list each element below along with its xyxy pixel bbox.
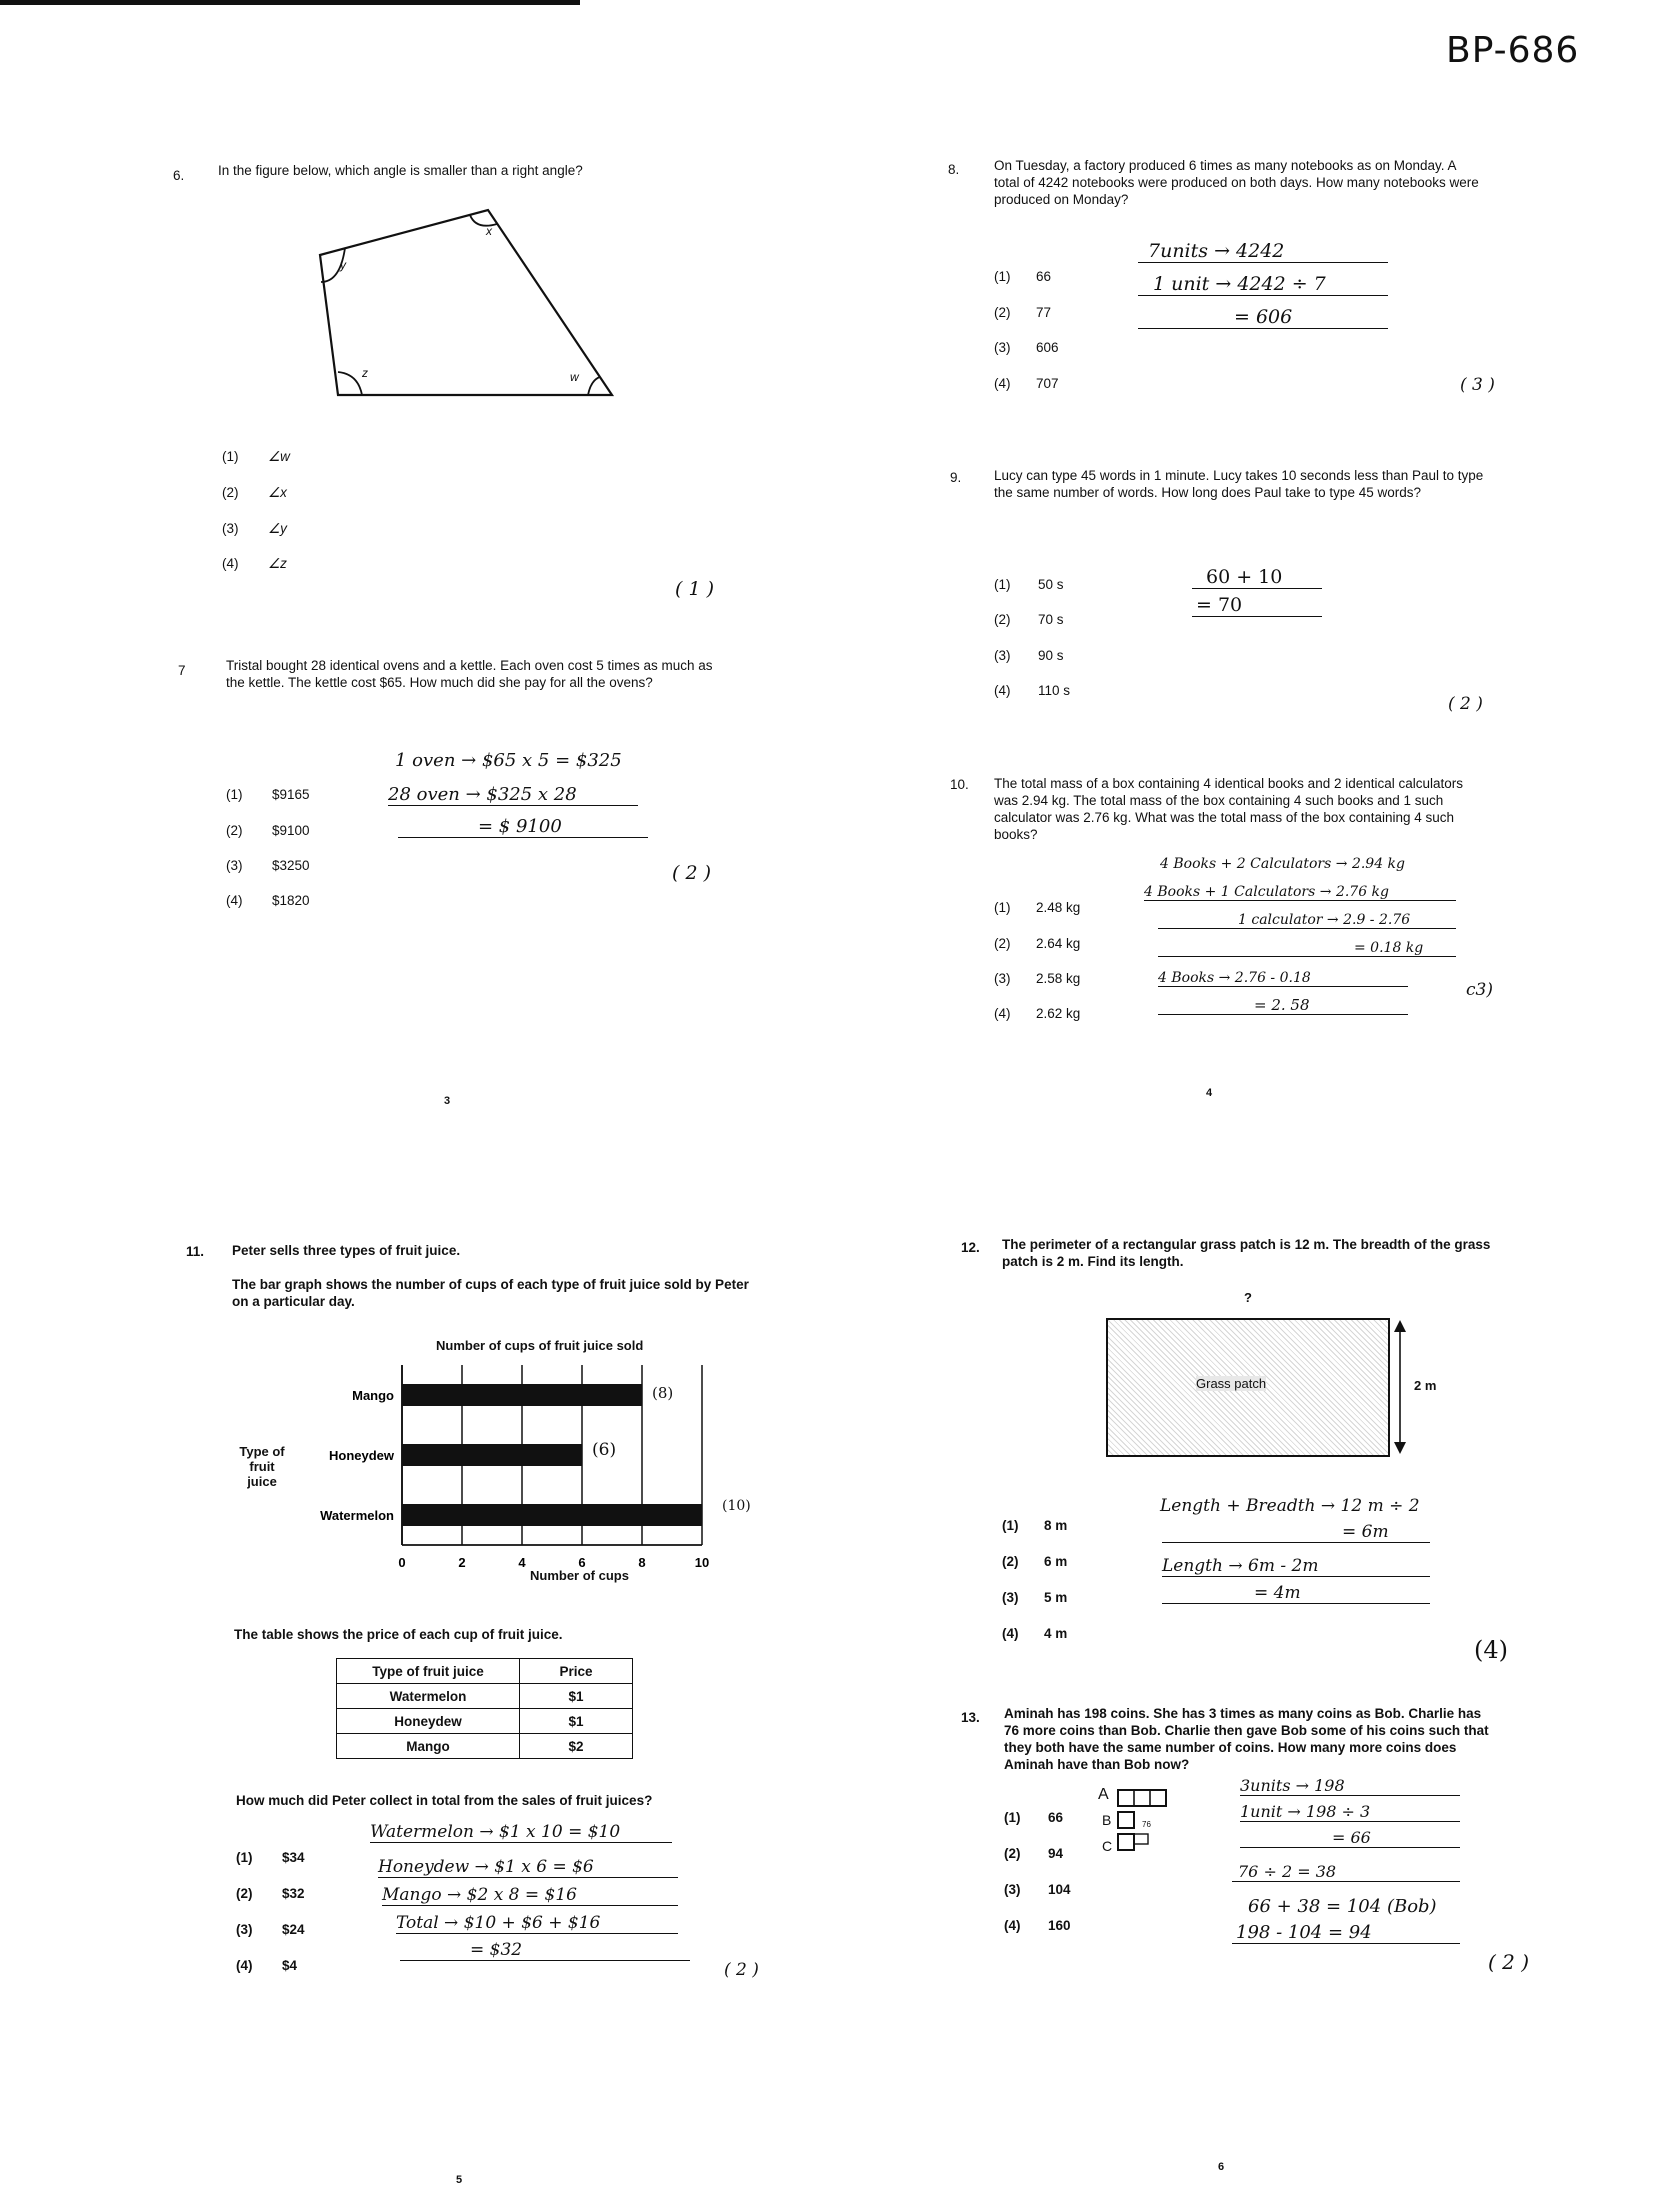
price-table-cell: $1 [520,1684,633,1709]
chart-x-tick-label: 10 [694,1555,710,1570]
q7-option-4-number: (4) [226,893,243,908]
q10-option-3-text: 2.58 kg [1036,971,1081,986]
q10-work-line-2: 4 Books + 1 Calculators → 2.76 kg [1144,884,1456,901]
chart-x-tick-label: 0 [398,1555,406,1570]
q7-option-3-number: (3) [226,858,243,873]
q9-option-2-text: 70 s [1038,612,1064,627]
q13-handwritten-answer: ( 2 ) [1488,1950,1530,1974]
q10-option-3-number: (3) [994,971,1011,986]
q10-work-line-6: = 2. 58 [1158,996,1408,1015]
q7-handwritten-answer: ( 2 ) [672,862,711,884]
q11-option-2-text: $32 [282,1886,305,1901]
q11-text-table: The table shows the price of each cup of fruit juice. [234,1627,563,1642]
chart-y-title-line-3: juice [247,1474,277,1489]
q13-option-4-text: 160 [1048,1918,1071,1933]
q11-option-4-text: $4 [282,1958,298,1973]
q6-handwritten-answer: ( 1 ) [675,578,714,600]
q8-option-3-text: 606 [1036,340,1059,355]
table-row [337,1734,633,1759]
q12-option-3-text: 5 m [1044,1590,1068,1605]
table-row [337,1709,633,1734]
chart-bar [402,1384,642,1406]
q12-handwritten-answer: (4) [1474,1636,1508,1664]
q9-work-line-1: 60 + 10 [1192,566,1322,589]
q12-breadth-label: 2 m [1414,1378,1437,1393]
q11-bar-note-honeydew: (6) [592,1440,617,1460]
q7-option-1-number: (1) [226,787,243,802]
q10-option-1-number: (1) [994,900,1011,915]
q13-work-line-3: = 66 [1240,1828,1460,1848]
q11-number: 11. [186,1244,205,1259]
chart-category-label: Watermelon [320,1508,394,1523]
chart-category-label: Honeydew [328,1448,394,1463]
q6-text: In the figure below, which angle is smaller than a right angle? [218,163,583,178]
q13-model-label-c: C [1102,1838,1113,1854]
q9-option-2-number: (2) [994,612,1011,627]
q8-option-4-text: 707 [1036,376,1059,391]
q11-work-line-2: Honeydew → $1 x 6 = $6 [378,1857,678,1878]
q13-option-4-number: (4) [1004,1918,1021,1933]
q11-bar-note-mango: (8) [652,1384,674,1402]
q12-option-4-number: (4) [1002,1626,1019,1641]
q11-text-bar-graph: The bar graph shows the number of cups of each type of fruit juice sold by Peter on a particular day. [232,1277,749,1309]
chart-bar [402,1504,702,1526]
q13-model-mark: 76 [1142,1820,1151,1829]
page-number-3: 3 [444,1095,451,1107]
q13-work-line-2: 1unit → 198 ÷ 3 [1240,1802,1460,1822]
q11-option-3-number: (3) [236,1922,253,1937]
price-table-cell: Honeydew [337,1709,520,1734]
q10-work-line-1: 4 Books + 2 Calculators → 2.94 kg [1160,856,1406,872]
page-number-6: 6 [1218,2161,1225,2173]
q6-label-x: x [486,224,492,238]
q9-work-line-2: = 70 [1192,594,1322,617]
q13-bar-model-diagram [1116,1788,1186,1858]
q11-price-table [336,1658,633,1759]
document-code: BP-686 [1446,30,1580,71]
q12-text: The perimeter of a rectangular grass patch is 12 m. The breadth of the grass patch is 2 m. Find its length. [1002,1237,1491,1269]
q8-work-line-1: 7units → 4242 [1138,240,1388,263]
price-table-cell: $2 [520,1734,633,1759]
q9-number: 9. [950,470,962,485]
q10-work-line-3: 1 calculator → 2.9 - 2.76 [1158,912,1456,929]
q13-option-2-text: 94 [1048,1846,1064,1861]
q8-work-line-2: 1 unit → 4242 ÷ 7 [1138,273,1388,296]
q8-option-1-text: 66 [1036,269,1052,284]
q11-work-line-4: Total → $10 + $6 + $16 [396,1913,678,1934]
q9-handwritten-answer: ( 2 ) [1448,694,1483,714]
q6-number: 6. [173,168,185,183]
q8-option-3-number: (3) [994,340,1011,355]
price-table-cell: Mango [337,1734,520,1759]
q8-option-1-number: (1) [994,269,1011,284]
price-table-header-price: Price [520,1659,633,1684]
table-row [337,1684,633,1709]
q8-number: 8. [948,162,960,177]
q11-option-1-number: (1) [236,1850,253,1865]
q9-option-3-text: 90 s [1038,648,1064,663]
chart-y-title-line-1: Type of [239,1444,285,1459]
price-table-cell: $1 [520,1709,633,1734]
q11-option-1-text: $34 [282,1850,305,1865]
q6-option-3-number: (3) [222,521,239,536]
q10-number: 10. [950,777,969,792]
q6-option-3-text: ∠y [268,521,287,536]
q8-option-4-number: (4) [994,376,1011,391]
q12-figure-length-label: ? [1244,1290,1252,1305]
q10-handwritten-answer: c3) [1466,980,1493,1000]
q13-option-3-text: 104 [1048,1882,1071,1897]
chart-bar [402,1444,582,1466]
q8-work-line-3: = 606 [1138,306,1388,329]
q13-text: Aminah has 198 coins. She has 3 times as many coins as Bob. Charlie has 76 more coins than Bob. Charlie then gave Bob some of his coins such that they both have the same number of coins. How many more coins does Aminah have than Bob now? [1004,1706,1489,1772]
q13-work-line-4: 76 ÷ 2 = 38 [1232,1862,1460,1882]
q11-text-question: How much did Peter collect in total from the sales of fruit juices? [236,1793,653,1808]
q8-option-2-number: (2) [994,305,1011,320]
q10-option-2-text: 2.64 kg [1036,936,1081,951]
q10-option-2-number: (2) [994,936,1011,951]
q6-quadrilateral-figure [300,200,630,410]
q9-option-4-text: 110 s [1038,683,1071,698]
q10-text: The total mass of a box containing 4 identical books and 2 identical calculators was 2.94 kg. The total mass of the box containing 4 such books and 1 such calculator was 2.76 kg. What was the total mass of the box containing 4 such books? [994,776,1464,842]
q9-text: Lucy can type 45 words in 1 minute. Lucy takes 10 seconds less than Paul to type the same number of words. How long does Paul take to type 45 words? [994,468,1484,500]
q12-grass-patch-label: Grass patch [1196,1376,1267,1391]
q12-work-line-3: Length → 6m - 2m [1162,1556,1430,1577]
q11-option-3-text: $24 [282,1922,305,1937]
q12-breadth-arrow-icon [1390,1318,1410,1456]
q7-option-4-text: $1820 [272,893,310,908]
q7-text: Tristal bought 28 identical ovens and a kettle. Each oven cost 5 times as much as the kettle. The kettle cost $65. How much did she pay for all the ovens? [226,658,713,690]
top-scan-bar [0,0,580,5]
q8-text: On Tuesday, a factory produced 6 times as many notebooks as on Monday. A total of 4242 notebooks were produced on both days. How many notebooks were produced on Monday? [994,158,1479,207]
q10-work-line-5: 4 Books → 2.76 - 0.18 [1158,970,1408,987]
q13-option-1-number: (1) [1004,1810,1021,1825]
q6-option-4-number: (4) [222,556,239,571]
q7-option-3-text: $3250 [272,858,310,873]
q12-work-line-2: = 6m [1162,1522,1430,1543]
q13-number: 13. [961,1710,980,1725]
chart-title: Number of cups of fruit juice sold [436,1338,644,1353]
q11-work-line-1: Watermelon → $1 x 10 = $10 [370,1822,672,1843]
q12-option-2-number: (2) [1002,1554,1019,1569]
q13-model-label-b: B [1102,1812,1112,1828]
q13-work-line-1: 3units → 198 [1240,1776,1460,1796]
chart-x-tick-label: 6 [578,1555,586,1570]
chart-x-tick-label: 4 [518,1555,526,1570]
q7-work-line-3: = $ 9100 [398,816,648,838]
q9-option-1-number: (1) [994,577,1011,592]
q6-option-1-number: (1) [222,449,239,464]
q8-handwritten-answer: ( 3 ) [1460,375,1495,395]
q13-option-1-text: 66 [1048,1810,1064,1825]
q11-option-4-number: (4) [236,1958,253,1973]
q7-work-line-1: 1 oven → $65 x 5 = $325 [395,750,622,771]
q11-bar-note-watermelon: (10) [722,1498,751,1514]
q10-work-line-4: = 0.18 kg [1158,940,1456,957]
q9-option-4-number: (4) [994,683,1011,698]
page-number-4: 4 [1206,1087,1213,1099]
q13-model-label-a: A [1098,1786,1109,1803]
q6-label-w: w [570,370,579,384]
q7-option-1-text: $9165 [272,787,310,802]
q6-option-1-text: ∠w [268,449,290,464]
chart-x-tick-label: 8 [638,1555,646,1570]
q12-option-4-text: 4 m [1044,1626,1068,1641]
chart-category-label: Mango [352,1388,394,1403]
q6-label-z: z [362,366,368,380]
q12-work-line-4: = 4m [1162,1583,1430,1604]
q12-option-3-number: (3) [1002,1590,1019,1605]
q11-work-line-5: = $32 [400,1940,690,1961]
q11-work-line-3: Mango → $2 x 8 = $16 [382,1885,678,1906]
q13-option-3-number: (3) [1004,1882,1021,1897]
q6-option-2-number: (2) [222,485,239,500]
q11-handwritten-answer: ( 2 ) [724,1960,759,1980]
q10-option-1-text: 2.48 kg [1036,900,1081,915]
q11-text-intro: Peter sells three types of fruit juice. [232,1243,461,1258]
q9-option-3-number: (3) [994,648,1011,663]
q13-work-line-5: 66 + 38 = 104 (Bob) [1248,1896,1437,1917]
chart-y-title [236,1444,288,1489]
q12-option-1-number: (1) [1002,1518,1019,1533]
q9-option-1-text: 50 s [1038,577,1064,592]
q7-work-line-2: 28 oven → $325 x 28 [388,784,638,806]
price-table-cell: Watermelon [337,1684,520,1709]
q6-label-y: y [340,258,346,272]
q12-option-1-text: 8 m [1044,1518,1068,1533]
q10-option-4-number: (4) [994,1006,1011,1021]
q13-work-line-6: 198 - 104 = 94 [1232,1922,1460,1944]
q7-number: 7 [178,663,186,678]
page-number-5: 5 [456,2174,463,2186]
q13-option-2-number: (2) [1004,1846,1021,1861]
q12-work-line-1: Length + Breadth → 12 m ÷ 2 [1160,1496,1420,1516]
q12-option-2-text: 6 m [1044,1554,1068,1569]
q10-option-4-text: 2.62 kg [1036,1006,1081,1021]
chart-x-title: Number of cups [530,1568,629,1583]
q6-option-4-text: ∠z [268,556,287,571]
q7-option-2-number: (2) [226,823,243,838]
chart-y-title-line-2: fruit [249,1459,275,1474]
q6-option-2-text: ∠x [268,485,287,500]
price-table-header-type: Type of fruit juice [337,1659,520,1684]
q7-option-2-text: $9100 [272,823,310,838]
q11-option-2-number: (2) [236,1886,253,1901]
chart-x-tick-label: 2 [458,1555,466,1570]
q8-option-2-text: 77 [1036,305,1052,320]
q12-number: 12. [961,1240,980,1255]
